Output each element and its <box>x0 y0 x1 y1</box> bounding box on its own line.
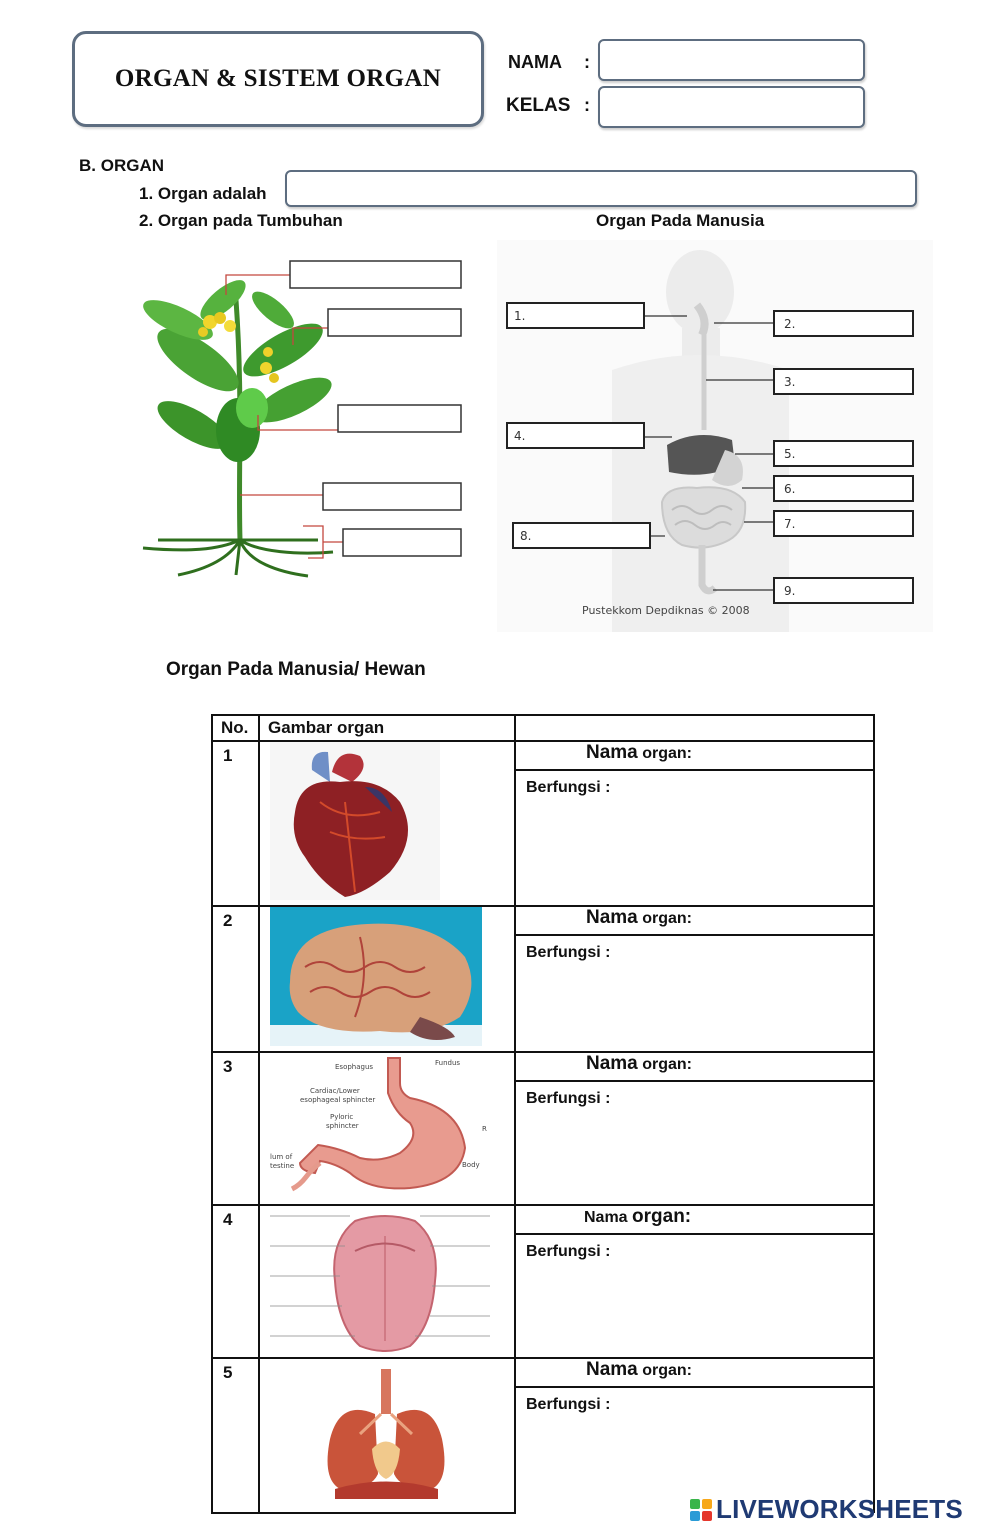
table-row <box>212 1358 874 1387</box>
table-row <box>212 906 874 935</box>
human-digestive-diagram <box>497 240 933 632</box>
subsection-heading: Organ Pada Manusia/ Hewan <box>166 659 426 680</box>
brain-image <box>260 907 512 1046</box>
worksheet-title: ORGAN & SISTEM ORGAN <box>114 65 442 92</box>
svg-text:8.: 8. <box>520 529 532 543</box>
human-label-7[interactable] <box>774 511 913 536</box>
organ-function-cell-2[interactable]: Berfungsi : <box>515 935 874 1052</box>
svg-text:sphincter: sphincter <box>326 1122 359 1130</box>
stomach-image-cell <box>259 1052 515 1205</box>
nama-label: NAMA <box>508 52 562 72</box>
organ-name-cell-4[interactable]: Nama organ: <box>515 1205 874 1234</box>
svg-text:7.: 7. <box>784 517 796 531</box>
svg-text:5.: 5. <box>784 447 796 461</box>
table-row <box>212 1052 874 1081</box>
tongue-image <box>260 1206 512 1352</box>
plant-label-box-3[interactable] <box>338 405 461 432</box>
liveworksheets-logo <box>690 1494 963 1525</box>
human-label-4[interactable] <box>507 423 644 448</box>
human-label-2[interactable] <box>774 311 913 336</box>
col-gambar-header: Gambar organ <box>259 715 515 741</box>
row-number: 1 <box>212 741 259 906</box>
plant-organ-heading: 2. Organ pada Tumbuhan <box>139 211 343 230</box>
human-label-6[interactable] <box>774 476 913 501</box>
svg-text:testine: testine <box>270 1162 295 1170</box>
plant-label-box-4[interactable] <box>323 483 461 510</box>
human-label-1[interactable] <box>507 303 644 328</box>
svg-text:Body: Body <box>462 1161 480 1169</box>
human-label-9[interactable] <box>774 578 913 603</box>
heart-image <box>260 742 512 900</box>
brand-name: LIVEWORKSHEETS <box>716 1494 963 1524</box>
lungs-image <box>260 1359 512 1507</box>
human-label-3[interactable] <box>774 369 913 394</box>
plant-label-box-5[interactable] <box>343 529 461 556</box>
organ-function-cell-5[interactable]: Berfungsi : <box>515 1387 874 1513</box>
row-number: 2 <box>212 906 259 1052</box>
plant-diagram <box>118 240 488 630</box>
svg-text:6.: 6. <box>784 482 796 496</box>
lungs-image-cell <box>259 1358 515 1513</box>
row-number: 3 <box>212 1052 259 1205</box>
nama-colon: : <box>584 52 590 72</box>
tongue-image-cell <box>259 1205 515 1358</box>
col-answer-header <box>515 715 874 741</box>
organ-name-cell-1[interactable]: Nama organ: <box>515 741 874 770</box>
svg-text:2.: 2. <box>784 317 796 331</box>
section-b-heading: B. ORGAN <box>79 156 164 175</box>
svg-text:esophageal sphincter: esophageal sphincter <box>300 1096 376 1104</box>
table-row <box>212 1205 874 1234</box>
svg-text:lum of: lum of <box>270 1153 293 1161</box>
kelas-label: KELAS <box>506 95 571 116</box>
stomach-image <box>260 1053 512 1199</box>
svg-text:4.: 4. <box>514 429 526 443</box>
svg-text:Esophagus: Esophagus <box>335 1063 374 1071</box>
heart-image-cell <box>259 741 515 906</box>
human-label-5[interactable] <box>774 441 913 466</box>
svg-text:3.: 3. <box>784 375 796 389</box>
human-label-8[interactable] <box>513 523 650 548</box>
organ-definition-label: 1. Organ adalah <box>139 184 267 203</box>
kelas-input[interactable] <box>598 86 865 128</box>
human-organ-heading: Organ Pada Manusia <box>596 211 765 230</box>
svg-text:Cardiac/Lower: Cardiac/Lower <box>310 1087 360 1095</box>
svg-text:Fundus: Fundus <box>435 1059 461 1067</box>
nama-input[interactable] <box>598 39 865 81</box>
plant-label-box-1[interactable] <box>290 261 461 288</box>
organ-function-cell-1[interactable]: Berfungsi : <box>515 770 874 906</box>
table-header-row <box>212 715 874 741</box>
svg-text:9.: 9. <box>784 584 796 598</box>
svg-text:1.: 1. <box>514 309 526 323</box>
organ-name-cell-5[interactable]: Nama organ: <box>515 1358 874 1387</box>
row-number: 4 <box>212 1205 259 1358</box>
organ-function-cell-3[interactable]: Berfungsi : <box>515 1081 874 1205</box>
col-no-header: No. <box>212 715 259 741</box>
svg-text:R: R <box>482 1125 487 1133</box>
diagram-credit: Pustekkom Depdiknas © 2008 <box>582 604 750 617</box>
svg-text:Pyloric: Pyloric <box>330 1113 354 1121</box>
organ-name-cell-3[interactable]: Nama organ: <box>515 1052 874 1081</box>
organ-function-cell-4[interactable]: Berfungsi : <box>515 1234 874 1358</box>
kelas-colon: : <box>584 95 590 115</box>
title-box <box>72 31 484 127</box>
table-row <box>212 741 874 770</box>
row-number: 5 <box>212 1358 259 1513</box>
logo-grid-icon <box>690 1499 712 1521</box>
organ-table <box>211 714 875 1514</box>
organ-definition-input[interactable] <box>285 170 917 207</box>
plant-illustration <box>138 274 337 576</box>
plant-label-box-2[interactable] <box>328 309 461 336</box>
organ-name-cell-2[interactable]: Nama organ: <box>515 906 874 935</box>
brain-image-cell <box>259 906 515 1052</box>
